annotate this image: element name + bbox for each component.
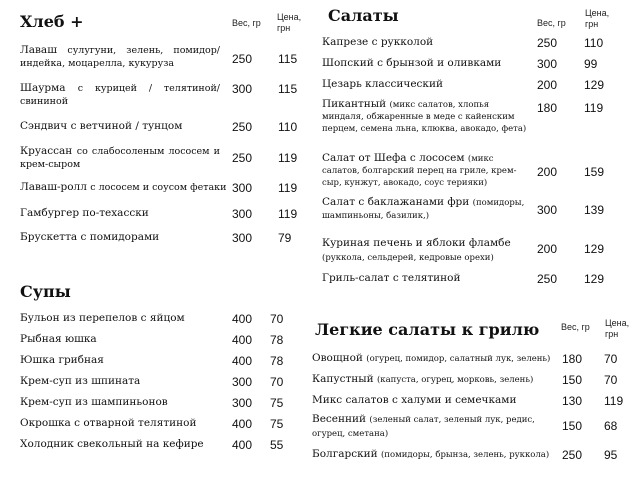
list-item: Лаваш-ролл с лососем и соусом фетаки 300 119 bbox=[20, 181, 298, 195]
list-item: Лаваш сулугуни, зелень, помидор/ индейка, моцарелла, кукуруза 250 115 bbox=[20, 44, 298, 69]
list-item: Окрошка с отварной телятиной 400 75 bbox=[20, 417, 284, 431]
list-item: Весенний (зеленый салат, зеленый лук, редис, огурец, сметана) 150 68 bbox=[312, 413, 618, 439]
price-header: Цена, грн bbox=[277, 12, 302, 33]
weight-header: Вес, гр bbox=[232, 18, 261, 28]
price-header: Цена, грн bbox=[585, 8, 610, 29]
list-item: Брускетта с помидорами 300 79 bbox=[20, 231, 292, 245]
weight-header: Вес, гр bbox=[537, 18, 566, 28]
list-item: Холодник свекольный на кефире 400 55 bbox=[20, 438, 284, 452]
list-item: Гамбургер по-техасски 300 119 bbox=[20, 207, 298, 221]
list-item: Юшка грибная 400 78 bbox=[20, 354, 284, 368]
list-item: Капрезе с рукколой 250 110 bbox=[322, 36, 604, 50]
list-item: Цезарь классический 200 129 bbox=[322, 78, 605, 92]
list-item: Капустный (капуста, огурец, морковь, зелень) 150 70 bbox=[312, 373, 618, 387]
list-item: Бульон из перепелов с яйцом 400 70 bbox=[20, 312, 284, 326]
section-title-soups: Супы bbox=[20, 282, 71, 301]
list-item: Рыбная юшка 400 78 bbox=[20, 333, 284, 347]
list-item: Сэндвич с ветчиной / тунцом 250 110 bbox=[20, 120, 298, 134]
weight-header: Вес, гр bbox=[561, 322, 590, 332]
list-item: Гриль-салат с телятиной 250 129 bbox=[322, 272, 605, 286]
list-item: Салат с баклажанами фри (помидоры, шампиньоны, базилик,) 300 139 bbox=[322, 196, 605, 221]
section-title-bread: Хлеб + bbox=[20, 12, 84, 31]
list-item: Салат от Шефа с лососем (микс салатов, болгарский перец на гриле, крем-сыр, кунжут, авокадо, соус терияки) 200 159 bbox=[322, 152, 605, 188]
price-header: Цена, грн bbox=[605, 318, 630, 339]
list-item: Пикантный (микс салатов, хлопья миндаля, обжаренные в меде с кайенским перцем, семена льна, клюква, авокадо, фета) 180 119 bbox=[322, 98, 604, 134]
list-item: Круассан со слабосоленым лососем и крем-сыром 250 119 bbox=[20, 145, 298, 170]
list-item: Болгарский (помидоры, брынза, зелень, руккола) 250 95 bbox=[312, 448, 618, 462]
list-item: Шаурма с курицей / телятиной/ свининой 300 115 bbox=[20, 82, 298, 107]
list-item: Шопский с брынзой и оливками 300 99 bbox=[322, 57, 598, 71]
list-item: Куриная печень и яблоки фламбе (руккола, сельдерей, кедровые орехи) 200 129 bbox=[322, 237, 605, 263]
list-item: Овощной (огурец, помидор, салатный лук, зелень) 180 70 bbox=[312, 352, 618, 366]
list-item: Крем-суп из шпината 300 70 bbox=[20, 375, 284, 389]
section-title-light-salads: Легкие салаты к грилю bbox=[315, 320, 540, 339]
list-item: Крем-суп из шампиньонов 300 75 bbox=[20, 396, 284, 410]
section-title-salads: Салаты bbox=[328, 6, 399, 25]
list-item: Микс салатов с халуми и семечками 130 119 bbox=[312, 394, 624, 408]
